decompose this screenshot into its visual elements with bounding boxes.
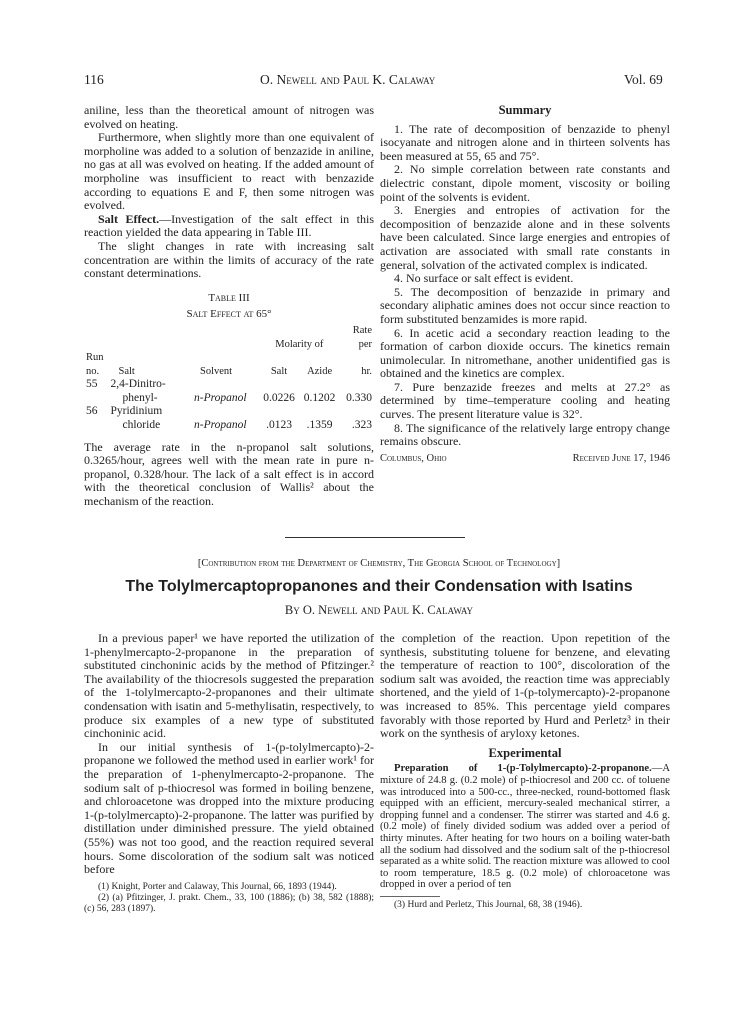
table-header: Salt [270,365,288,377]
footnote: (1) Knight, Porter and Calaway, This Journal, 66, 1893 (1944). [98,881,337,892]
summary-item: 7. Pure benzazide freezes and melts at 27.2° as determined by time–temperature cooling and heating curves. The present literature value is 32°. [380,379,670,422]
paragraph: aniline, less than the theoretical amount of nitrogen was evolved on heating. [84,103,374,131]
table-subtitle: Salt Effect at 65° [186,308,272,321]
footnote: (2) (a) Pfitzinger, J. prakt. Chem., 33, 100 (1886); (b) 38, 582 (1888); (c) 56, 283 (1897). [84,892,374,914]
paragraph: In a previous paper¹ we have reported the utilization of 1-phenylmercapto-2-propanone in the preparation of substituted cinchoninic acids by the method of Pfitzinger.² The availability of the thiocresols suggested the preparation of the 1-tolylmercapto-2-propanones and their ultimate condensation with isatin and 5-methylisatin, respectively, to produce six examples of a new type of substituted cinchoninic acid. [84,631,374,741]
table-header: Azide [307,365,333,377]
author-location: Columbus, Ohio [380,452,447,464]
table-header: Salt [118,365,135,377]
volume-number: Vol. 69 [624,72,663,87]
footnote-rule [380,896,440,897]
summary-item: 1. The rate of decomposition of benzazide to phenyl isocyanate and nitrogen alone and in thirteen solvents has been measured at 55, 65 and 75°. [380,121,670,163]
byline: By O. Newell and Paul K. Calaway [284,603,474,617]
paragraph: the completion of the reaction. Upon repetition of the synthesis, substituting toluene for benzene, and elevating the temperature of reaction to 100°, discoloration of the sodium salt was avoided, the reaction time was appreciably shortened, and the yield of 1-(p-tolymercapto)-2-propanone was increased to 85%. This percentage yield compares favorably with those reported by Hurd and Perletz³ in their work on the synthesis of aryloxy ketones. [380,631,670,741]
contribution-line: [Contribution from the Department of Chemistry, The Georgia School of Technology] [197,558,561,569]
summary-item: 8. The significance of the relatively large entropy change remains obscure. [380,420,670,449]
paragraph: Furthermore, when slightly more than one equivalent of morpholine was added to a solution of benzazide in aniline, no gas at all was evolved on heating. If the added amount of morpholine was insufficient to react with benzazide according to equations E and F, then some nitrogen was evolved. [84,130,374,213]
summary-heading: Summary [498,103,552,117]
footnote: (3) Hurd and Perletz, This Journal, 68, 38 (1946). [394,899,583,910]
running-head-authors: O. Newell and Paul K. Calaway [260,72,436,87]
summary-item: 3. Energies and entropies of activation for the decomposition of benzazide alone and in these solvents have been calculated. Since large energies and entropies of activation are associated with small rate constants in general, solvation of the activated complex is indicated. [380,203,670,272]
summary-item: 2. No simple correlation between rate constants and dielectric constant, dipole moment, viscosity or boiling point of the solvents is evident. [380,162,670,204]
article-title: The Tolylmercaptopropanones and their Condensation with Isatins [125,578,633,595]
table-header: Run no. [86,352,104,377]
paragraph: Preparation of 1-(p-Tolylmercapto)-2-propanone.—A mixture of 24.8 g. (0.2 mole) of p-thiocresol and 200 cc. of toluene was introduced into a 500-cc., three-necked, round-bottomed flask equipped with an efficient, mercury-sealed mechanical stirrer, a dropping funnel and a condenser. The stirrer was started and 4.6 g. (0.2 mole) of finely divided sodium was added over a period of thirty minutes. After heating for two hours on a boiling water-bath all the sodium had dissolved and the sodium salt of the p-thiocresol separated as a white solid. The reaction mixture was allowed to cool to room temperature, 18.5 g. (0.2 mole) of chloroacetone was dropped in over a period of ten [380,763,670,891]
paragraph: Salt Effect.—Investigation of the salt effect in this reaction yielded the data appearing in Table III. [84,211,374,240]
section-run-in-heading: Salt Effect. [98,211,160,226]
run-in-heading: Preparation of 1-(p-Tolylmercapto)-2-propanone. [394,763,652,775]
left-bottom-column [84,632,374,915]
paragraph: In our initial synthesis of 1-(p-tolylmercapto)-2-propanone we followed the method used in earlier work¹ for the preparation of 1-phenylmercapto-2-propanone. The sodium salt of p-thiocresol was formed in boiling benzene, and chloroacetone was dropped into the mixture producing 1-(p-tolylmercapto)-2-propanone. The latter was purified by distillation under diminished pressure. The yield obtained (55%) was not too good, and the reaction required several hours. Some discoloration of the sodium salt was noticed before [84,739,374,877]
experimental-heading: Experimental [488,745,562,760]
table-header: Molarity of [275,338,324,350]
summary-item: 5. The decomposition of benzazide in primary and secondary aliphatic amines does not occur since reaction to form substituted benzamides is more rapid. [380,284,670,326]
received-date: Received June 17, 1946 [572,452,670,464]
table-header: Rate per [352,324,372,350]
table-row: 56 Pyridinium chloride n-Propanol .0123 .1359 .323 [86,405,372,432]
table-row: 55 2,4-Dinitro- phenyl- n-Propanol 0.0226 0.1202 0.330 [86,378,372,404]
table-header: hr. [361,365,372,377]
summary-item: 4. No surface or salt effect is evident. [394,271,574,286]
summary-item: 6. In acetic acid a secondary reaction leading to the formation of carbon dioxide occurs. The kinetics remain unimolecular. In nitromethane, another unidentified gas is obtained and the kinetics are complex. [380,325,670,381]
paragraph: The average rate in the n-propanol salt solutions, 0.3265/hour, agrees well with the mean rate in pure n-propanol, 0.328/hour. The lack of a salt effect is in accord with the theoretical conclusion of Wallis² about the mechanism of the reaction. [84,439,374,509]
summary-column [380,104,670,465]
salt-effect-table [84,324,374,433]
right-bottom-column [380,632,670,911]
section-divider [285,537,465,538]
page-number: 116 [84,72,104,87]
table-header: Solvent [200,365,233,377]
table-title: Table III [208,291,250,304]
paragraph: The slight changes in rate with increasing salt concentration are within the limits of accuracy of the rate constant determinations. [84,238,374,281]
left-top-column [84,104,374,509]
